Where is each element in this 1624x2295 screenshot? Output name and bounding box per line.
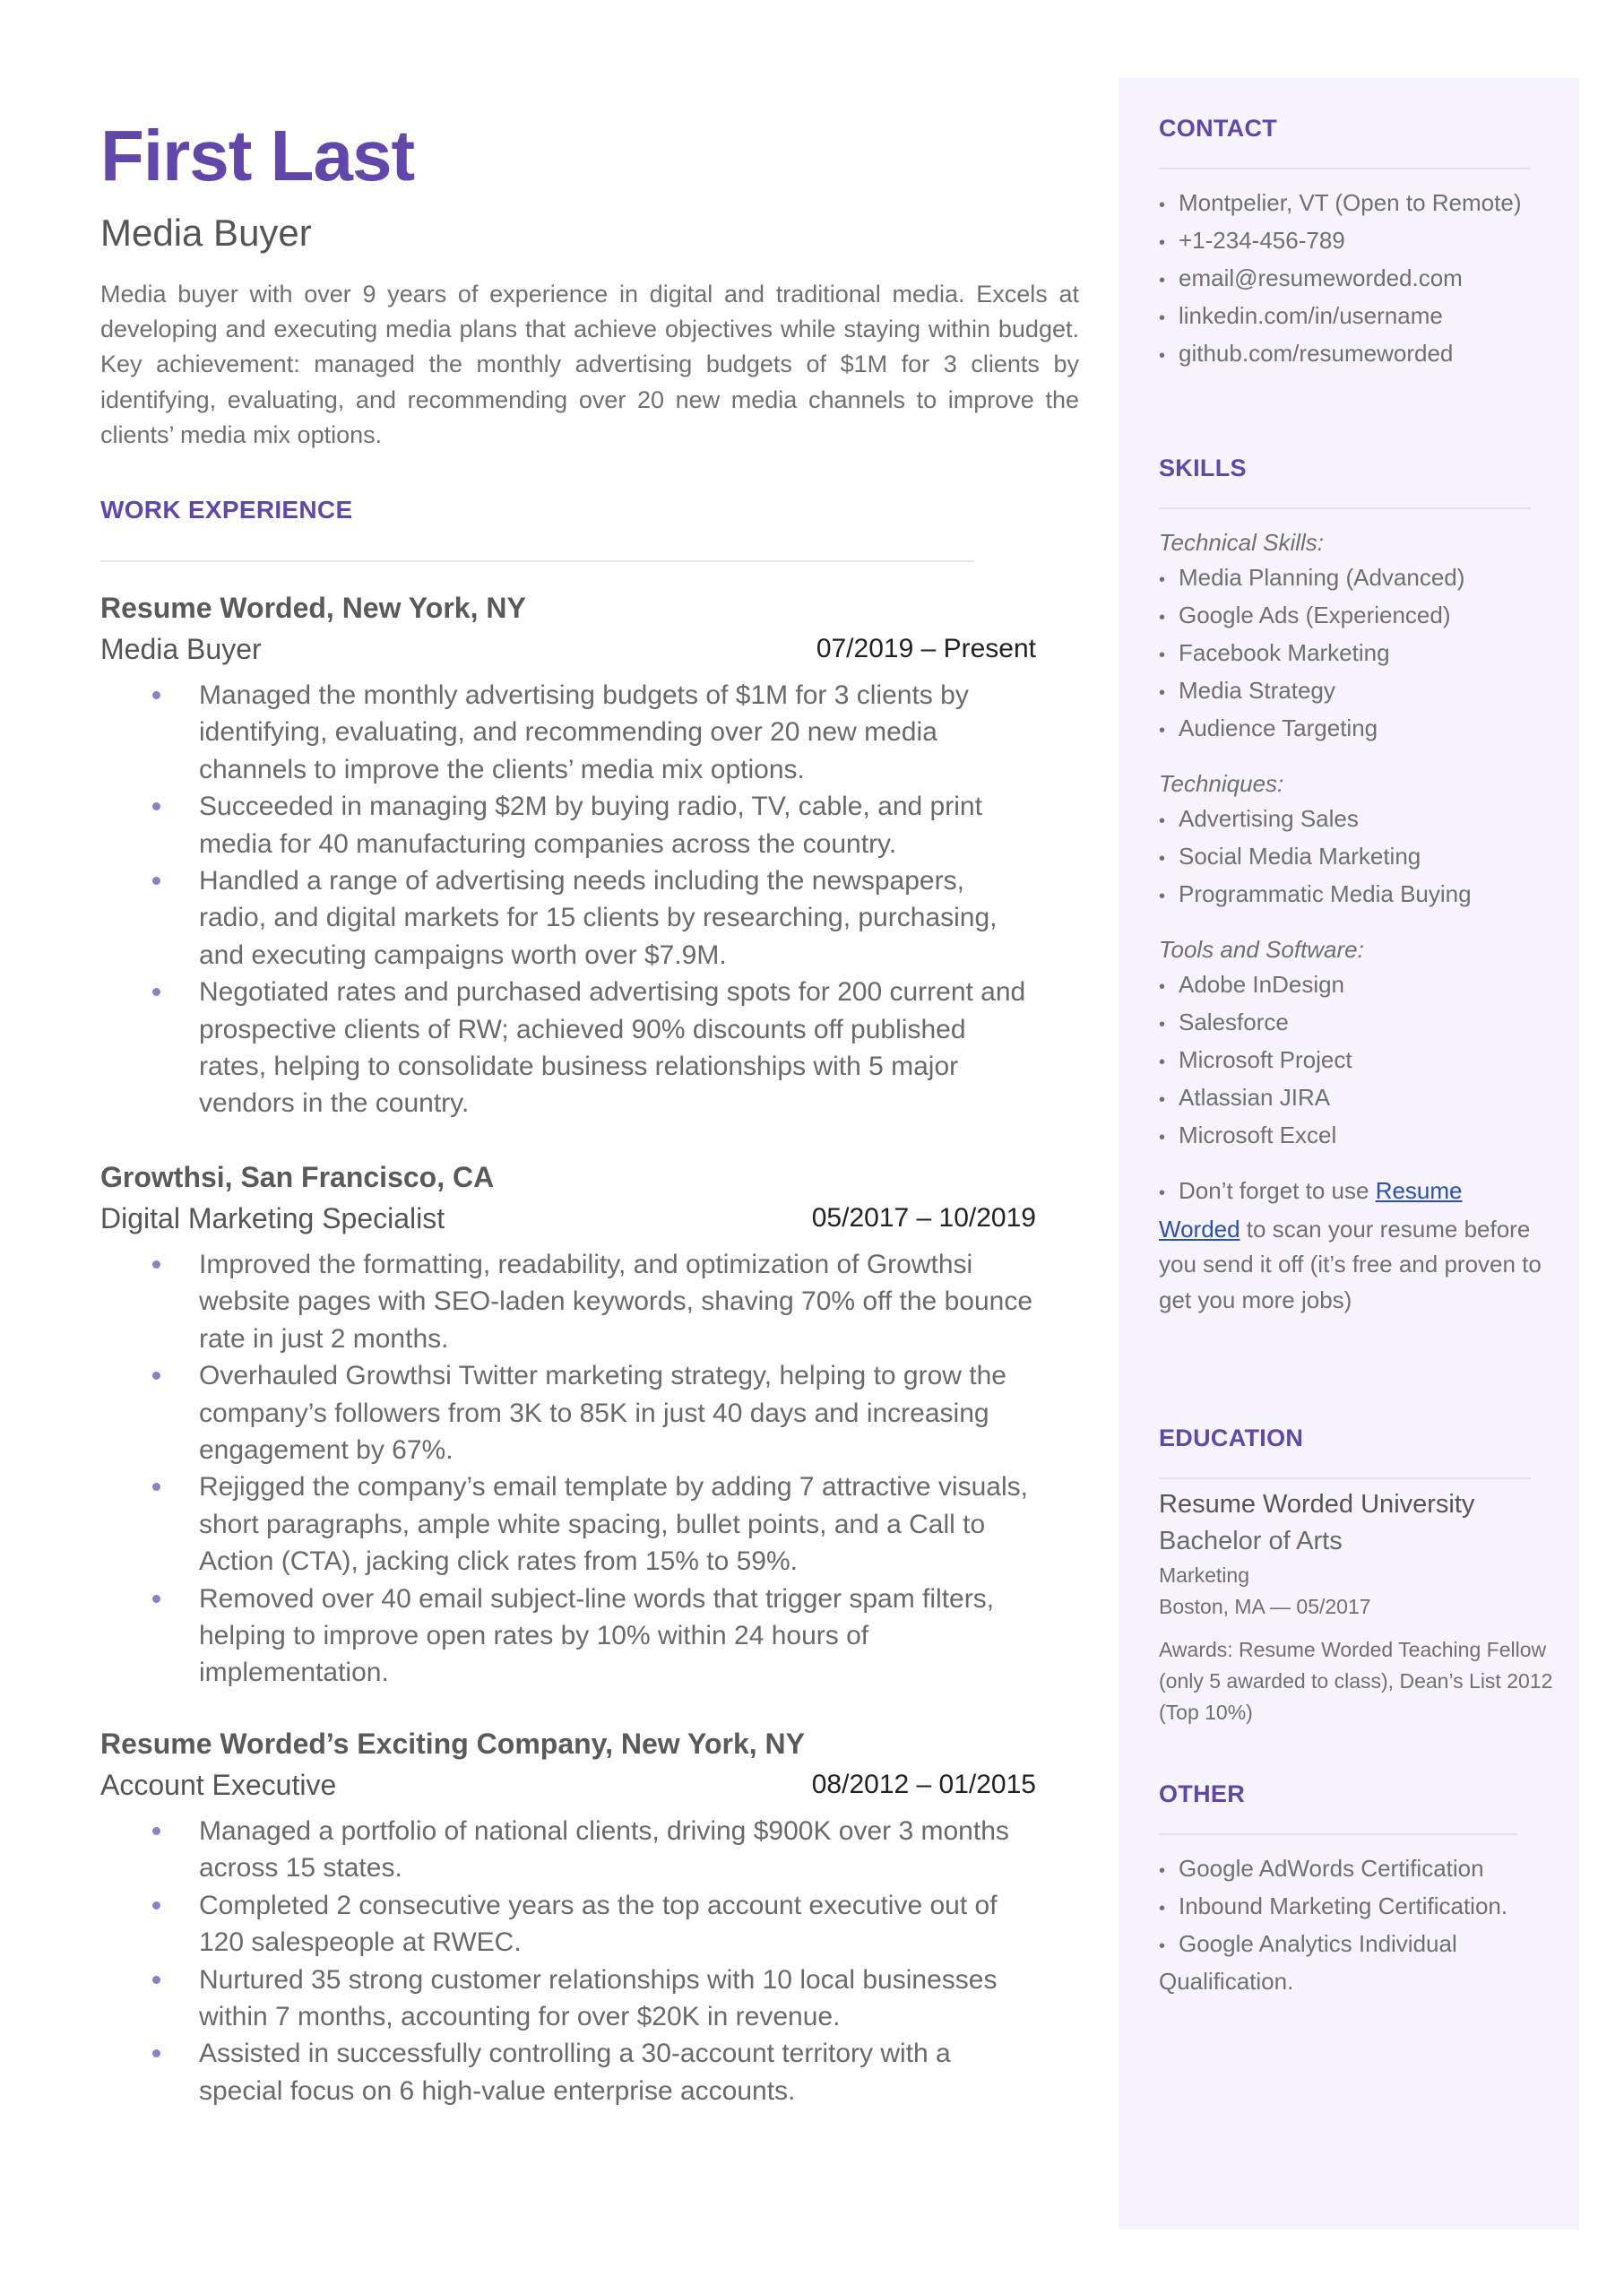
job-entry <box>100 1723 1036 2109</box>
other-item-text: Inbound Marketing Certification. <box>1179 1892 1508 1919</box>
resume-worded-link[interactable]: Resume Worded <box>1159 1177 1463 1243</box>
summary: Media buyer with over 9 years of experience in digital and traditional media. Excels at developing and executing media plans that achieve objectives while staying within budget. Key achievement: managed the monthly advertising budgets of $1M for 3 clients by identifying, evaluating, and recommending over 20 new media channels to improve the clients’ media mix options. <box>100 281 1079 448</box>
skill-group-label: Technical Skills: <box>1159 529 1325 556</box>
bullet: • <box>1159 1899 1166 1918</box>
skill-item-text: Media Strategy <box>1179 677 1335 704</box>
skill-item-text: Advertising Sales <box>1179 805 1359 832</box>
other-item <box>1159 1927 1544 1999</box>
bullet: • <box>1159 1936 1166 1956</box>
skill-item <box>1159 673 1544 711</box>
skill-item-text: Audience Targeting <box>1179 714 1378 741</box>
job-entry <box>100 587 1036 1122</box>
contact-section <box>1159 115 1544 374</box>
bullet-item <box>100 1357 1036 1468</box>
skill-item <box>1159 1005 1544 1043</box>
contact-item-list <box>1159 186 1544 374</box>
job-title: Media Buyer <box>100 212 312 254</box>
skills-section <box>1159 455 1544 1318</box>
bullet-text: Improved the formatting, readability, and optimization of Growthsi website pages with SEO-laden keywords, shaving 70% off the bounce rate in just 2 months. <box>199 1250 1032 1354</box>
bullet-text: Succeeded in managing $2M by buying radio, TV, cable, and print media for 40 manufacturing companies across the country. <box>199 792 982 859</box>
bullet-text: Overhauled Growthsi Twitter marketing strategy, helping to grow the company’s followers from 3K to 85K in just 40 days and increasing engagement by 67%. <box>199 1361 1006 1466</box>
contact-item-text: email@resumeworded.com <box>1179 264 1463 291</box>
contact-item <box>1159 299 1544 336</box>
education-heading: EDUCATION <box>1159 1425 1304 1451</box>
skill-item <box>1159 598 1544 636</box>
bullet-dot-icon <box>152 877 160 885</box>
date-range: 07/2019 – Present <box>816 634 1036 663</box>
role-title: Media Buyer <box>100 633 262 665</box>
bullet: • <box>1159 1183 1166 1203</box>
bullet-dot-icon <box>152 988 160 996</box>
skill-item-text: Microsoft Project <box>1179 1046 1352 1073</box>
bullet-text: Handled a range of advertising needs including the newspapers, radio, and digital markets for 15 clients by researching, purchasing, and executing campaigns worth over $7.9M. <box>199 866 998 970</box>
bullet: • <box>1159 1128 1166 1148</box>
bullet: • <box>1159 195 1166 215</box>
company-name: Resume Worded, New York, NY <box>100 592 526 624</box>
divider <box>1159 168 1531 169</box>
other-item-text: Google Analytics Individual Qualification. <box>1159 1930 1457 1995</box>
bullet-text: Rejigged the company’s email template by adding 7 attractive visuals, short paragraphs, ample white spacing, bullet points, and a Call to Action (CTA), jacking click rates from 15% to 59%. <box>199 1472 1028 1577</box>
divider <box>1159 1477 1531 1479</box>
skill-item <box>1159 560 1544 598</box>
skill-group-label: Techniques: <box>1159 770 1284 797</box>
bullet-list <box>100 1246 1036 1692</box>
bullet: • <box>1159 308 1166 328</box>
skill-item <box>1159 1080 1544 1118</box>
skill-groups <box>1159 525 1544 1156</box>
bullet: • <box>1159 608 1166 628</box>
bullet-dot-icon <box>152 1372 160 1380</box>
other-section <box>1159 1780 1544 1999</box>
role-row <box>100 1764 1036 1806</box>
bullet: • <box>1159 570 1166 590</box>
skill-item <box>1159 636 1544 673</box>
contact-item <box>1159 223 1544 261</box>
bullet: • <box>1159 1090 1166 1110</box>
contact-item-text: Montpelier, VT (Open to Remote) <box>1179 189 1522 216</box>
work-experience-heading: WORK EXPERIENCE <box>100 496 353 524</box>
bullet: • <box>1159 645 1166 665</box>
contact-item-text: linkedin.com/in/username <box>1179 302 1443 329</box>
candidate-name: First Last <box>100 116 415 195</box>
bullet-text: Nurtured 35 strong customer relationships with 10 local businesses within 7 months, accounting for over $20K in revenue. <box>199 1964 998 2032</box>
bullet-dot-icon <box>152 802 160 810</box>
skill-item <box>1159 839 1544 877</box>
bullet: • <box>1159 683 1166 703</box>
contact-item <box>1159 186 1544 223</box>
bullet-item <box>100 974 1036 1122</box>
note-text: Don’t forget to use <box>1179 1177 1376 1204</box>
education-section <box>1159 1425 1553 1728</box>
bullet-text: Managed a portfolio of national clients, driving $900K over 3 months across 15 states. <box>199 1816 1009 1884</box>
other-item-text: Google AdWords Certification <box>1179 1855 1484 1882</box>
company-name: Growthsi, San Francisco, CA <box>100 1161 495 1193</box>
bullet: • <box>1159 346 1166 366</box>
other-item-list <box>1159 1851 1544 1999</box>
skill-item-text: Social Media Marketing <box>1179 843 1421 870</box>
bullet-dot-icon <box>152 691 160 699</box>
skill-item <box>1159 711 1544 749</box>
contact-item <box>1159 336 1544 374</box>
bullet-item <box>100 1813 1036 1887</box>
bullet-item <box>100 1468 1036 1580</box>
role-title: Digital Marketing Specialist <box>100 1202 445 1234</box>
skill-item <box>1159 967 1544 1005</box>
bullet-item <box>100 788 1036 862</box>
other-item <box>1159 1889 1544 1927</box>
bullet-item <box>100 677 1036 788</box>
bullet-dot-icon <box>152 1260 160 1269</box>
bullet-item <box>100 862 1036 974</box>
bullet: • <box>1159 1052 1166 1072</box>
location-date: Boston, MA — 05/2017 <box>1159 1595 1371 1618</box>
bullet-item <box>100 1887 1036 1962</box>
date-range: 05/2017 – 10/2019 <box>811 1203 1036 1233</box>
bullet-text: Removed over 40 email subject-line words that trigger spam filters, helping to improve open rates by 10% within 24 hours of implementation. <box>199 1583 995 1688</box>
bullet-dot-icon <box>152 2049 160 2057</box>
bullet: • <box>1159 233 1166 253</box>
skills-heading: SKILLS <box>1159 455 1247 481</box>
bullet: • <box>1159 1861 1166 1881</box>
resume-worded-note <box>1159 1173 1544 1318</box>
bullet-dot-icon <box>152 1595 160 1603</box>
bullet-item <box>100 1246 1036 1357</box>
contact-heading: CONTACT <box>1159 115 1278 142</box>
skill-item <box>1159 1043 1544 1080</box>
bullet-dot-icon <box>152 1483 160 1491</box>
awards: Awards: Resume Worded Teaching Fellow (only 5 awarded to class), Dean’s List 2012 (Top 10%) <box>1159 1638 1553 1724</box>
other-item <box>1159 1851 1544 1889</box>
bullet-text: Assisted in successfully controlling a 30-account territory with a special focus on 6 high-value enterprise accounts. <box>199 2039 951 2106</box>
skill-item-text: Programmatic Media Buying <box>1179 880 1472 907</box>
bullet-list <box>100 677 1036 1122</box>
bullet-dot-icon <box>152 1827 160 1835</box>
major: Marketing <box>1159 1563 1249 1587</box>
bullet-list <box>100 1813 1036 2109</box>
contact-item-text: +1-234-456-789 <box>1179 227 1345 254</box>
skill-item-text: Salesforce <box>1179 1009 1289 1035</box>
divider <box>1159 507 1531 509</box>
skill-item-text: Atlassian JIRA <box>1179 1084 1331 1111</box>
sidebar <box>1119 78 1579 2230</box>
role-title: Account Executive <box>100 1769 337 1801</box>
bullet-text: Negotiated rates and purchased advertising spots for 200 current and prospective clients of RW; achieved 90% discounts off published rates, helping to consolidate business relationships with 5 major vendors in the country. <box>199 977 1026 1119</box>
skill-item-text: Facebook Marketing <box>1179 639 1390 666</box>
bullet-dot-icon <box>152 1976 160 1984</box>
bullet-dot-icon <box>152 1901 160 1910</box>
bullet: • <box>1159 977 1166 997</box>
contact-item-text: github.com/resumeworded <box>1179 340 1454 367</box>
company-name: Resume Worded’s Exciting Company, New York, NY <box>100 1728 805 1760</box>
degree: Bachelor of Arts <box>1159 1527 1343 1555</box>
skill-item-text: Microsoft Excel <box>1179 1122 1337 1148</box>
bullet: • <box>1159 887 1166 906</box>
skill-item <box>1159 801 1544 839</box>
skill-item-text: Google Ads (Experienced) <box>1179 602 1451 628</box>
skill-item-text: Adobe InDesign <box>1179 971 1345 998</box>
bullet-item <box>100 1581 1036 1692</box>
other-heading: OTHER <box>1159 1780 1245 1807</box>
skill-item-text: Media Planning (Advanced) <box>1179 564 1465 591</box>
school-name: Resume Worded University <box>1159 1490 1475 1519</box>
skill-group-label: Tools and Software: <box>1159 936 1364 963</box>
role-row <box>100 1198 1036 1239</box>
bullet-item <box>100 2035 1036 2109</box>
bullet-item <box>100 1962 1036 2036</box>
bullet: • <box>1159 811 1166 831</box>
date-range: 08/2012 – 01/2015 <box>811 1770 1036 1799</box>
divider <box>100 560 974 562</box>
role-row <box>100 628 1036 670</box>
bullet: • <box>1159 271 1166 290</box>
bullet: • <box>1159 721 1166 740</box>
divider <box>1159 1833 1517 1835</box>
contact-item <box>1159 261 1544 299</box>
skill-item <box>1159 877 1544 914</box>
skill-item <box>1159 1118 1544 1156</box>
note-text: to scan your resume before you send it off (it’s free and proven to get you more jobs) <box>1159 1215 1542 1313</box>
bullet: • <box>1159 849 1166 869</box>
bullet: • <box>1159 1015 1166 1035</box>
job-entry <box>100 1156 1036 1692</box>
bullet-text: Managed the monthly advertising budgets of $1M for 3 clients by identifying, evaluating, and recommending over 20 new media channels to improve the clients’ media mix options. <box>199 680 969 784</box>
bullet-text: Completed 2 consecutive years as the top account executive out of 120 salespeople at RWEC. <box>199 1890 998 1958</box>
